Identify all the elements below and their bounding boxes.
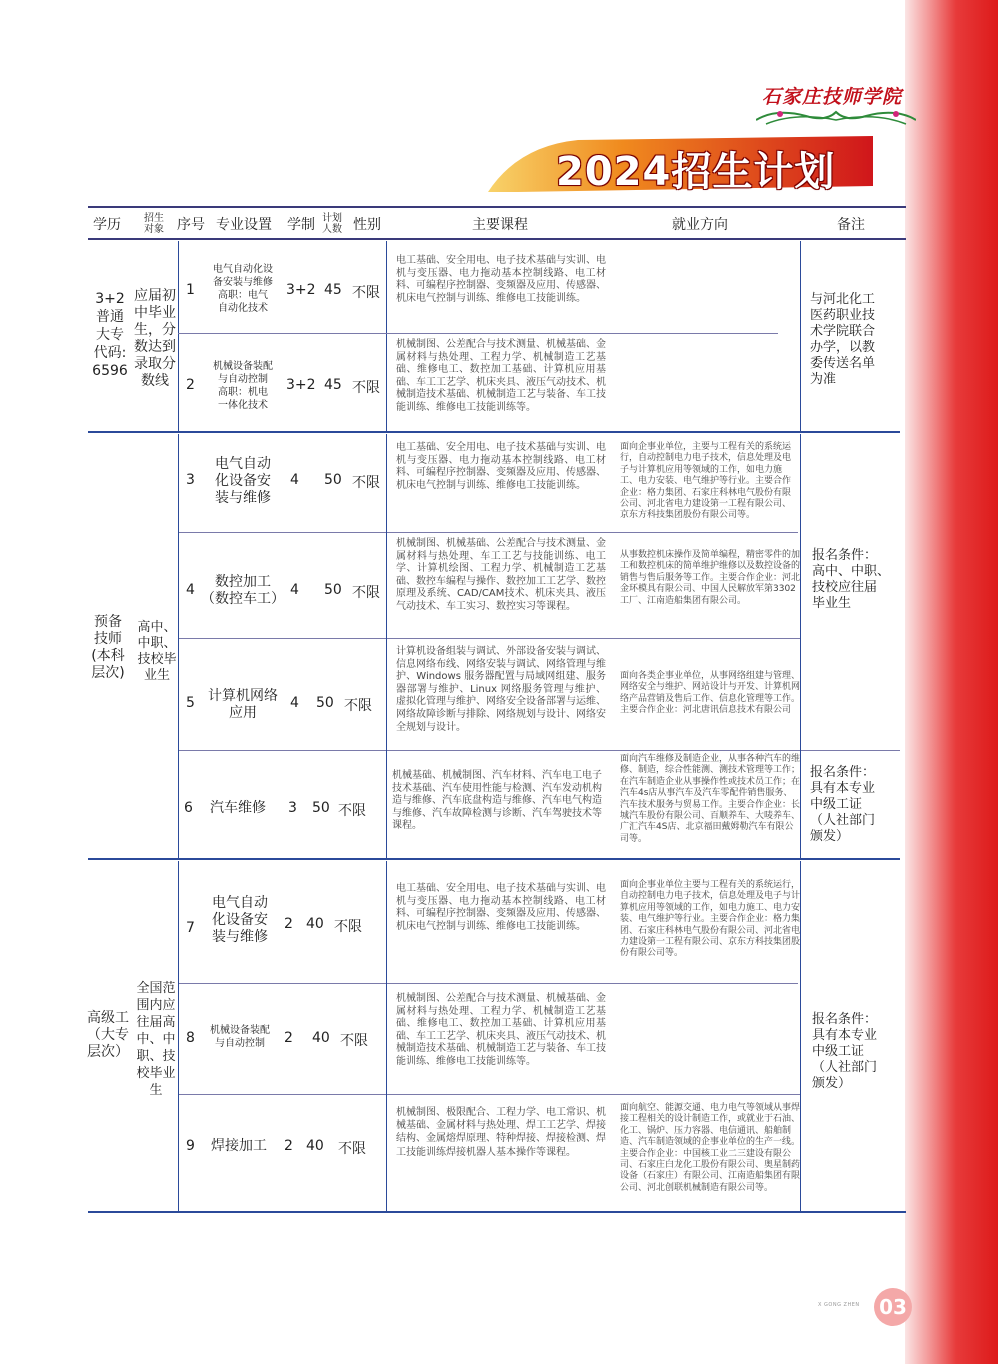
row-separator bbox=[178, 333, 778, 334]
group2-education: 预备 技师 (本科 层次) bbox=[91, 614, 125, 681]
group2-remark-rule bbox=[800, 434, 801, 858]
row6-index: 6 bbox=[184, 800, 193, 816]
group2-target: 高中、 中职、 技校毕 业生 bbox=[137, 620, 177, 683]
school-logo bbox=[756, 80, 916, 126]
row4-plan: 50 bbox=[324, 582, 342, 598]
col-target bbox=[140, 210, 168, 238]
group1-target: 应届初 中毕业 生，分 数达到 录取分 数线 bbox=[134, 288, 176, 389]
group2-remark-1: 报名条件： 高中、中职、 技校应往届 毕业生 bbox=[812, 548, 891, 611]
logo-flourish-icon bbox=[756, 102, 916, 128]
row9-gender: 不限 bbox=[338, 1141, 366, 1157]
group3-education: 高级工 （大专 层次） bbox=[87, 1010, 129, 1060]
row3-plan: 50 bbox=[324, 472, 342, 488]
group3-target: 全国范 围内应 往届高 中、中 职、技 校毕业 生 bbox=[136, 981, 176, 1098]
table-bottom-rule bbox=[88, 1211, 906, 1213]
row7-jobs: 面向企事业单位主要与工程有关的系统运行，自动控制电力电子技术，信息处理及电子与计算机应用等领域的工作，如电力施工、电力安装、电气维护等行业。主要合作企业：格力集团、石家庄科林电气股份有限公司、河北省电力建设第一工程有限公司、京东方科技集团股份有限公司等。 bbox=[620, 880, 801, 959]
row7-courses: 电工基础、安全用电、电子技术基础与实训、电机与变压器、电力拖动基本控制线路、电工材料、可编程序控制器、变频器及应用、传感器、机床电气控制与训练、维修电工技能训练。 bbox=[396, 883, 606, 932]
group1-education: 3+2 普通 大专 代码: 6596 bbox=[92, 291, 128, 379]
col-index: 序号 bbox=[177, 217, 205, 233]
row6-jobs: 面向汽车维修及制造企业，从事各种汽车的维修、制造，综合性能测、测技术管理等工作；在汽车制造企业从事操作性或技术员工作；在汽车4s店从事汽车及汽车零配件销售服务、汽车技术服务与贸易工作。主要合作企业：长城汽车股份有限公司、百顺养车、大唛养车、广汇汽车4S店、北京福田戴姆勒汽车有限公司等。 bbox=[620, 754, 801, 844]
header-rule-top bbox=[88, 206, 906, 208]
row6-courses: 机械基础、机械制图、汽车材料、汽车电工电子技术基础、汽车使用性能与检测、汽车发动机构造与维修、汽车底盘构造与维修、汽车电气构造与维修、汽车故障检测与诊断、汽车驾驶技术等课程。 bbox=[392, 770, 602, 832]
row3-courses: 电工基础、安全用电、电子技术基础与实训、电机与变压器、电力拖动基本控制线路、电工材料、可编程序控制器、变频器及应用、传感器、机床电气控制与训练、维修电工技能训练。 bbox=[396, 442, 606, 491]
row7-plan: 40 bbox=[306, 916, 324, 932]
row-separator bbox=[178, 532, 798, 533]
row-separator bbox=[178, 638, 800, 639]
row8-gender: 不限 bbox=[340, 1033, 368, 1049]
group2-remark-2: 报名条件： 具有本专业 中级工证 （人社部门 颁发） bbox=[810, 765, 876, 844]
row2-major: 机械设备装配 与自动控制 高职：机电 一体化技术 bbox=[213, 361, 273, 411]
banner-title: 2024招生计划 bbox=[556, 149, 836, 195]
row9-courses: 机械制图、极限配合、工程力学、电工常识、机械基础、金属材料与热处理、焊工工艺学、焊接结构、金属熔焊原理、特种焊接、焊接检测、焊工技能训练焊接机器人基本操作等课程。 bbox=[396, 1107, 606, 1158]
row9-index: 9 bbox=[186, 1138, 195, 1154]
row1-major: 电气自动化设 备安装与维修 高职：电气 自动化技术 bbox=[213, 264, 273, 314]
row8-major: 机械设备装配 与自动控制 bbox=[210, 1025, 270, 1049]
col-major: 专业设置 bbox=[216, 217, 272, 233]
row7-index: 7 bbox=[186, 920, 195, 936]
row9-major: 焊接加工 bbox=[211, 1138, 267, 1154]
row6-plan: 50 bbox=[312, 800, 330, 816]
row2-plan: 45 bbox=[324, 377, 342, 393]
row1-index: 1 bbox=[186, 282, 195, 298]
group3-remark: 报名条件： 具有本专业 中级工证 （人社部门 颁发） bbox=[812, 1012, 878, 1091]
row4-jobs: 从事数控机床操作及简单编程，精密零件的加工和数控机床的简单维护维修以及数控设备的销售与售后服务等工作。主要合作企业：河北金环模具有限公司、中国人民解放军第3302工厂、江南造船集团有限公司。 bbox=[620, 550, 801, 606]
title-banner bbox=[488, 136, 873, 195]
col-education: 学历 bbox=[93, 217, 121, 233]
row7-duration: 2 bbox=[284, 916, 293, 932]
col-target-line1: 招生 bbox=[144, 213, 164, 224]
group-separator-1 bbox=[88, 431, 900, 433]
row4-index: 4 bbox=[186, 582, 195, 598]
row9-plan: 40 bbox=[306, 1138, 324, 1154]
row8-plan: 40 bbox=[312, 1030, 330, 1046]
row5-index: 5 bbox=[186, 695, 195, 711]
row3-major: 电气自动 化设备安 装与维修 bbox=[215, 456, 271, 506]
group1-remark: 与河北化工 医药职业技 术学院联合 办学，以教 委传送名单 为准 bbox=[810, 292, 876, 387]
row9-duration: 2 bbox=[284, 1138, 293, 1154]
row7-gender: 不限 bbox=[334, 919, 362, 935]
row8-index: 8 bbox=[186, 1030, 195, 1046]
decorative-side-band bbox=[905, 0, 998, 1364]
row1-duration: 3+2 bbox=[286, 282, 316, 298]
row8-duration: 2 bbox=[284, 1030, 293, 1046]
col-plan-line2: 人数 bbox=[322, 224, 342, 235]
page-number: 03 bbox=[874, 1288, 912, 1326]
page-tag: X GONG ZHEN bbox=[818, 1302, 860, 1308]
row5-duration: 4 bbox=[290, 695, 299, 711]
group1-remark-rule bbox=[800, 241, 801, 431]
col-duration: 学制 bbox=[287, 217, 315, 233]
col-plan-line1: 计划 bbox=[322, 213, 342, 224]
school-name: 石家庄技师学院 bbox=[762, 86, 903, 108]
row2-duration: 3+2 bbox=[286, 377, 316, 393]
header-rule-bottom bbox=[88, 238, 906, 240]
row4-gender: 不限 bbox=[352, 585, 380, 601]
row2-courses: 机械制图、公差配合与技术测量、机械基础、金属材料与热处理、工程力学、机械制造工艺基础、维修电工、数控加工基础、计算机应用基础、车工工艺学、机床夹具、液压气动技术、机械制造技术基础、机械制造工艺与装备、车工技能训练、维修电工技能训练等。 bbox=[396, 339, 606, 413]
row1-courses: 电工基础、安全用电、电子技术基础与实训、电机与变压器、电力拖动基本控制线路、电工材料、可编程序控制器、变频器及应用、传感器、机床电气控制与训练、维修电工技能训练。 bbox=[396, 255, 606, 304]
row1-gender: 不限 bbox=[352, 285, 380, 301]
row5-major: 计算机网络 应用 bbox=[208, 688, 278, 721]
group-separator-2 bbox=[88, 858, 900, 860]
group2-course-rule bbox=[386, 434, 387, 858]
col-jobs: 就业方向 bbox=[672, 217, 728, 233]
row3-index: 3 bbox=[186, 472, 195, 488]
row4-courses: 机械制图、机械基础、公差配合与技术测量、金属材料与热处理、车工工艺与技能训练、电工学、计算机绘图、工程力学、机械制造工艺基础、数控车编程与操作、数控加工工艺学、数控原理及系统、CAD/CAM技术、机床夹具、液压气动技术、车工实习、数控实习等课程。 bbox=[396, 538, 606, 612]
row-separator bbox=[178, 750, 900, 751]
row3-jobs: 面向企事业单位，主要与工程有关的系统运行，自动控制电力电子技术，信息处理及电子与计算机应用等领域的工作，如电力施工、电力安装、电气维护等行业。主要合作企业：格力集团、石家庄科林电气股份有限公司、河北省电力建设第一工程有限公司、京东方科技集团股份有限公司等。 bbox=[620, 442, 792, 521]
row6-duration: 3 bbox=[288, 800, 297, 816]
row3-duration: 4 bbox=[290, 472, 299, 488]
col-plan bbox=[318, 210, 346, 238]
row2-gender: 不限 bbox=[352, 380, 380, 396]
row5-courses: 计算机设备组装与调试、外部设备安装与调试、信息网络布线、网络安装与调试、网络管理与维护、Windows 服务器配置与局域网组建、服务器部署与维护、Linux 网络服务管理与维护、虚拟化管理与维护、网络安全设备部署与运维、网络故障诊断与排除、网络规划与设计、网络安全规划与设计。 bbox=[396, 646, 606, 733]
row5-gender: 不限 bbox=[344, 698, 372, 714]
row-separator bbox=[178, 1094, 800, 1095]
row6-major: 汽车维修 bbox=[210, 800, 266, 816]
row7-major: 电气自动 化设备安 装与维修 bbox=[212, 895, 268, 945]
row2-index: 2 bbox=[186, 377, 195, 393]
row4-major: 数控加工 （数控车工） bbox=[201, 574, 285, 607]
row-separator bbox=[178, 983, 798, 984]
row1-plan: 45 bbox=[324, 282, 342, 298]
col-target-line2: 对象 bbox=[144, 224, 164, 235]
row5-plan: 50 bbox=[316, 695, 334, 711]
row5-jobs: 面向各类企事业单位，从事网络组建与管理、网络安全与维护、网站设计与开发、计算机网络产品营销及售后工作、信息化管理等工作。主要合作企业：河北唐讯信息技术有限公司 bbox=[620, 671, 801, 716]
row4-duration: 4 bbox=[290, 582, 299, 598]
row3-gender: 不限 bbox=[352, 475, 380, 491]
row6-gender: 不限 bbox=[338, 803, 366, 819]
group3-remark-rule bbox=[800, 861, 801, 1211]
row8-courses: 机械制图、公差配合与技术测量、机械基础、金属材料与热处理、工程力学、机械制造工艺基础、维修电工、数控加工基础、计算机应用基础、车工工艺学、机床夹具、液压气动技术、机械制造技术基础、机械制造工艺与装备、车工技能训练、维修电工技能训练等。 bbox=[396, 993, 606, 1067]
row9-jobs: 面向航空、能源交通、电力电气等领域从事焊接工程相关的设计制造工作，或就业于石油、化工、锅炉、压力容器、电信通讯、船舶制造、汽车制造领域的企事业单位的生产一线。主要合作企业：中国核工业二三建设有限公司、石家庄白龙化工股份有限公司、奥星制药设备（石家庄）有限公司、江南造船集团有限公司、河北创联机械制造有限公司等。 bbox=[620, 1103, 801, 1193]
group1-course-rule bbox=[386, 241, 387, 431]
group3-course-rule bbox=[386, 861, 387, 1211]
col-remarks: 备注 bbox=[837, 217, 865, 233]
col-courses: 主要课程 bbox=[472, 217, 528, 233]
col-gender: 性别 bbox=[353, 217, 381, 233]
